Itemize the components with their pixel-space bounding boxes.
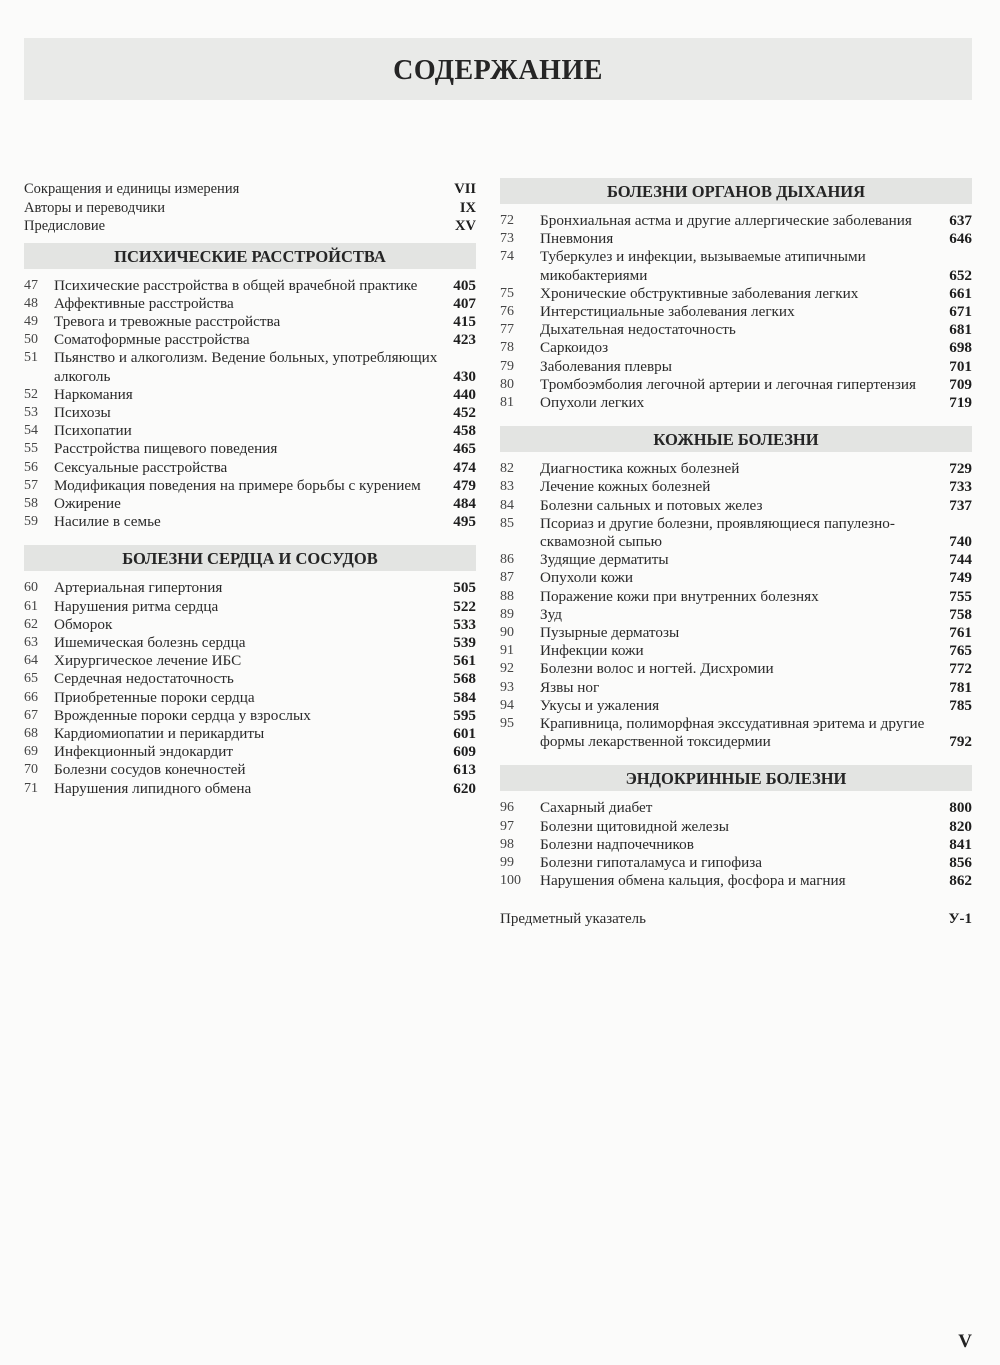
subject-index-item[interactable] [500, 911, 972, 928]
chapter-page: 761 [949, 624, 972, 642]
chapter-title: Кардиомиопатии и перикардиты [54, 724, 265, 742]
chapter-title: Болезни надпочечников [540, 835, 694, 853]
chapter-page: 620 [453, 779, 476, 797]
chapter-number: 92 [500, 661, 514, 677]
chapter-title: Укусы и ужаления [540, 696, 660, 714]
toc-entry[interactable] [500, 697, 972, 715]
chapter-number: 63 [24, 634, 38, 650]
toc-entry[interactable] [500, 321, 972, 339]
toc-entry[interactable] [500, 551, 972, 569]
chapter-page: 749 [949, 569, 972, 587]
toc-entry[interactable] [24, 295, 476, 313]
chapter-number: 88 [500, 588, 514, 604]
toc-entry[interactable] [24, 761, 476, 779]
chapter-page: 495 [453, 513, 476, 531]
chapter-title: Тревога и тревожные расстройства [54, 312, 281, 330]
toc-section [500, 765, 972, 890]
toc-entry[interactable] [24, 477, 476, 495]
toc-section [500, 178, 972, 412]
toc-entry[interactable] [24, 277, 476, 295]
section-heading: БОЛЕЗНИ ОРГАНОВ ДЫХАНИЯ [500, 178, 972, 204]
chapter-number: 86 [500, 552, 514, 568]
chapter-title: Пьянство и алкоголизм. Ведение больных, употребляющих алкоголь [54, 349, 438, 385]
chapter-page: 856 [949, 854, 972, 872]
chapter-title: Болезни щитовидной железы [540, 817, 729, 835]
chapter-page: 698 [949, 339, 972, 357]
chapter-title: Пневмония [540, 230, 614, 248]
chapter-title: Инфекционный эндокардит [54, 743, 234, 761]
toc-entry[interactable] [500, 588, 972, 606]
chapter-title: Крапивница, полиморфная экссудативная эритема и другие формы лекарственной токсидермии [540, 715, 925, 751]
chapter-page: 613 [453, 761, 476, 779]
chapter-page: 701 [949, 357, 972, 375]
chapter-title: Психопатии [54, 422, 132, 440]
chapter-number: 100 [500, 873, 521, 889]
chapter-title: Врожденные пороки сердца у взрослых [54, 706, 311, 724]
chapter-title: Насилие в семье [54, 513, 161, 531]
front-matter-title: Сокращения и единицы измерения [24, 181, 240, 197]
chapter-title: Дыхательная недостаточность [540, 321, 736, 339]
toc-entry[interactable] [24, 707, 476, 725]
chapter-title: Нарушения обмена кальция, фосфора и магния [540, 872, 846, 890]
chapter-number: 85 [500, 515, 514, 531]
chapter-title: Наркомания [54, 385, 133, 403]
chapter-title: Интерстициальные заболевания легких [540, 303, 795, 321]
chapter-title: Приобретенные пороки сердца [54, 688, 255, 706]
chapter-number: 50 [24, 332, 38, 348]
toc-entry[interactable] [24, 616, 476, 634]
chapter-number: 65 [24, 671, 38, 687]
toc-entry[interactable] [24, 634, 476, 652]
chapter-page: 765 [949, 642, 972, 660]
chapter-page: 458 [453, 422, 476, 440]
chapter-number: 68 [24, 725, 38, 741]
chapter-page: 719 [949, 394, 972, 412]
toc-entry[interactable] [24, 652, 476, 670]
chapter-page: 709 [949, 375, 972, 393]
chapter-title: Пузырные дерматозы [540, 624, 680, 642]
chapter-page: 452 [453, 403, 476, 421]
chapter-title: Зудящие дерматиты [540, 551, 669, 569]
chapter-number: 69 [24, 744, 38, 760]
chapter-number: 51 [24, 350, 38, 366]
chapter-number: 49 [24, 313, 38, 329]
section-heading: ПСИХИЧЕСКИЕ РАССТРОЙСТВА [24, 243, 476, 269]
chapter-title: Хирургическое лечение ИБС [54, 652, 242, 670]
front-matter-title: Предисловие [24, 218, 106, 234]
toc-entry[interactable] [500, 872, 972, 890]
chapter-title: Лечение кожных болезней [540, 478, 711, 496]
toc-section [500, 426, 972, 751]
toc-entry[interactable] [24, 313, 476, 331]
subject-index-page: У-1 [948, 910, 972, 927]
chapter-number: 53 [24, 404, 38, 420]
chapter-number: 48 [24, 295, 38, 311]
chapter-number: 67 [24, 707, 38, 723]
chapter-number: 54 [24, 423, 38, 439]
chapter-page: 522 [453, 597, 476, 615]
toc-entry[interactable] [24, 725, 476, 743]
chapter-page: 405 [453, 276, 476, 294]
front-matter-page: IX [459, 199, 476, 216]
chapter-page: 841 [949, 835, 972, 853]
toc-entry[interactable] [500, 478, 972, 496]
chapter-page: 595 [453, 706, 476, 724]
toc-entry[interactable] [500, 660, 972, 678]
chapter-page: 609 [453, 743, 476, 761]
chapter-title: Болезни сосудов конечностей [54, 761, 246, 779]
toc-entry[interactable] [24, 459, 476, 477]
toc-entry[interactable] [24, 386, 476, 404]
chapter-number: 66 [24, 689, 38, 705]
toc-entry[interactable] [500, 460, 972, 478]
front-matter-page: XV [455, 218, 476, 234]
chapter-title: Заболевания плевры [540, 357, 672, 375]
chapter-number: 72 [500, 213, 514, 228]
toc-entry[interactable] [24, 404, 476, 422]
chapter-page: 681 [949, 321, 972, 339]
toc-entry[interactable] [500, 212, 972, 230]
front-matter-item[interactable] [24, 217, 476, 236]
chapter-number: 91 [500, 643, 514, 659]
toc-entry[interactable] [500, 339, 972, 357]
left-sections [24, 243, 476, 798]
toc-entry[interactable] [500, 606, 972, 624]
chapter-page: 539 [453, 633, 476, 651]
toc-entry[interactable] [500, 497, 972, 515]
chapter-page: 737 [949, 496, 972, 514]
chapter-number: 80 [500, 376, 514, 392]
right-sections [500, 178, 972, 891]
chapter-number: 58 [24, 495, 38, 511]
chapter-number: 60 [24, 580, 38, 596]
chapter-title: Нарушения липидного обмена [54, 779, 252, 797]
front-matter-item[interactable] [24, 199, 476, 218]
chapter-number: 96 [500, 800, 514, 816]
chapter-number: 90 [500, 625, 514, 641]
chapter-number: 62 [24, 616, 38, 632]
toc-section [24, 545, 476, 797]
toc-entry[interactable] [24, 780, 476, 798]
chapter-page: 479 [453, 476, 476, 494]
chapter-title: Артериальная гипертония [54, 579, 223, 597]
chapter-title: Саркоидоз [540, 339, 609, 357]
chapter-number: 94 [500, 697, 514, 713]
chapter-page: 407 [453, 294, 476, 312]
chapter-page: 474 [453, 458, 476, 476]
chapter-number: 61 [24, 598, 38, 614]
chapter-number: 95 [500, 716, 514, 732]
chapter-number: 73 [500, 231, 514, 247]
chapter-page: 484 [453, 494, 476, 512]
chapter-title: Сердечная недостаточность [54, 670, 234, 688]
toc-entry[interactable] [24, 440, 476, 458]
chapter-title: Сексуальные расстройства [54, 458, 228, 476]
front-matter-page: VII [454, 181, 476, 197]
chapter-page: 744 [949, 551, 972, 569]
chapter-title: Расстройства пищевого поведения [54, 440, 278, 458]
chapter-number: 75 [500, 285, 514, 301]
section-heading: КОЖНЫЕ БОЛЕЗНИ [500, 426, 972, 452]
chapter-number: 84 [500, 497, 514, 513]
chapter-title: Обморок [54, 615, 113, 633]
toc-entry[interactable] [500, 285, 972, 303]
chapter-page: 568 [453, 670, 476, 688]
chapter-page: 561 [453, 652, 476, 670]
chapter-page: 733 [949, 478, 972, 496]
chapter-title: Психические расстройства в общей врачебной практике [54, 276, 418, 294]
toc-entry[interactable] [24, 689, 476, 707]
chapter-number: 89 [500, 606, 514, 622]
chapter-title: Аффективные расстройства [54, 294, 234, 312]
front-matter-title: Авторы и переводчики [24, 199, 166, 216]
toc-entry[interactable] [500, 799, 972, 817]
chapter-page: 781 [949, 678, 972, 696]
toc-entry[interactable] [500, 836, 972, 854]
toc-entry[interactable] [500, 854, 972, 872]
toc-entry[interactable] [24, 598, 476, 616]
chapter-title: Болезни волос и ногтей. Дисхромии [540, 660, 774, 678]
chapter-page: 423 [453, 331, 476, 349]
chapter-page: 862 [949, 872, 972, 890]
chapter-number: 83 [500, 479, 514, 495]
chapter-title: Соматоформные расстройства [54, 331, 250, 349]
chapter-page: 646 [949, 230, 972, 248]
chapter-title: Болезни гипоталамуса и гипофиза [540, 854, 762, 872]
chapter-page: 740 [949, 533, 972, 551]
chapter-page: 772 [949, 660, 972, 678]
section-heading: БОЛЕЗНИ СЕРДЦА И СОСУДОВ [24, 545, 476, 571]
right-column [500, 178, 972, 928]
toc-entry[interactable] [24, 349, 476, 385]
chapter-number: 55 [24, 441, 38, 457]
chapter-title: Нарушения ритма сердца [54, 597, 219, 615]
chapter-title: Болезни сальных и потовых желез [540, 496, 763, 514]
chapter-title: Сахарный диабет [540, 799, 653, 817]
chapter-page: 505 [453, 579, 476, 597]
toc-entry[interactable] [500, 248, 972, 284]
chapter-page: 755 [949, 587, 972, 605]
chapter-page: 652 [949, 266, 972, 284]
chapter-number: 64 [24, 653, 38, 669]
chapter-number: 59 [24, 514, 38, 530]
chapter-title: Инфекции кожи [540, 642, 644, 660]
chapter-number: 99 [500, 855, 514, 871]
toc-entry[interactable] [500, 818, 972, 836]
toc-entry[interactable] [500, 715, 972, 751]
chapter-title: Зуд [540, 605, 562, 623]
chapter-title: Модификация поведения на примере борьбы с курением [54, 476, 421, 494]
chapter-number: 81 [500, 395, 514, 411]
front-matter [24, 180, 476, 236]
chapter-number: 76 [500, 304, 514, 320]
toc-entry[interactable] [500, 303, 972, 321]
chapter-title: Хронические обструктивные заболевания легких [540, 284, 859, 302]
chapter-page: 415 [453, 312, 476, 330]
chapter-page: 792 [949, 733, 972, 751]
toc-section [24, 243, 476, 532]
toc-entry[interactable] [24, 670, 476, 688]
toc-entry[interactable] [24, 743, 476, 761]
toc-entry[interactable] [500, 230, 972, 248]
chapter-number: 97 [500, 818, 514, 834]
toc-entry[interactable] [24, 579, 476, 597]
page-folio: V [958, 1331, 972, 1352]
toc-entry[interactable] [500, 358, 972, 376]
chapter-page: 758 [949, 605, 972, 623]
chapter-title: Поражение кожи при внутренних болезнях [540, 587, 819, 605]
chapter-title: Туберкулез и инфекции, вызываемые атипичными микобактериями [540, 248, 866, 284]
chapter-number: 52 [24, 386, 38, 402]
title-bar [24, 38, 972, 100]
chapter-title: Псориаз и другие болезни, проявляющиеся папулезно-сквамозной сыпью [540, 514, 895, 551]
left-column [24, 180, 476, 812]
chapter-page: 533 [453, 615, 476, 633]
chapter-number: 93 [500, 679, 514, 695]
chapter-number: 74 [500, 249, 514, 265]
chapter-title: Опухоли легких [540, 394, 645, 412]
chapter-title: Диагностика кожных болезней [540, 460, 740, 478]
chapter-page: 661 [949, 284, 972, 302]
chapter-number: 71 [24, 780, 38, 796]
chapter-number: 82 [500, 461, 514, 477]
chapter-page: 820 [949, 817, 972, 835]
chapter-page: 430 [453, 367, 476, 385]
chapter-title: Язвы ног [540, 678, 600, 696]
chapter-number: 78 [500, 340, 514, 356]
chapter-title: Опухоли кожи [540, 569, 634, 587]
chapter-number: 77 [500, 322, 514, 338]
chapter-page: 601 [453, 724, 476, 742]
toc-entry[interactable] [24, 513, 476, 531]
chapter-page: 637 [949, 212, 972, 229]
chapter-number: 56 [24, 459, 38, 475]
chapter-number: 98 [500, 836, 514, 852]
chapter-title: Ишемическая болезнь сердца [54, 633, 246, 651]
subject-index-title: Предметный указатель [500, 910, 646, 927]
chapter-number: 79 [500, 358, 514, 374]
toc-entry[interactable] [500, 515, 972, 551]
section-heading: ЭНДОКРИННЫЕ БОЛЕЗНИ [500, 765, 972, 791]
chapter-page: 440 [453, 385, 476, 403]
toc-entry[interactable] [500, 624, 972, 642]
page-title: СОДЕРЖАНИЕ [393, 55, 603, 86]
chapter-page: 671 [949, 303, 972, 321]
toc-entry[interactable] [24, 422, 476, 440]
chapter-number: 47 [24, 277, 38, 293]
toc-entry[interactable] [500, 376, 972, 394]
toc-entry[interactable] [500, 569, 972, 587]
chapter-title: Бронхиальная астма и другие аллергические заболевания [540, 212, 912, 229]
chapter-page: 729 [949, 460, 972, 478]
front-matter-item[interactable] [24, 180, 476, 199]
chapter-number: 57 [24, 477, 38, 493]
toc-entry[interactable] [500, 679, 972, 697]
toc-entry[interactable] [500, 394, 972, 412]
toc-entry[interactable] [24, 331, 476, 349]
chapter-page: 800 [949, 799, 972, 817]
chapter-page: 584 [453, 688, 476, 706]
chapter-page: 465 [453, 440, 476, 458]
chapter-number: 70 [24, 762, 38, 778]
toc-entry[interactable] [24, 495, 476, 513]
chapter-page: 785 [949, 696, 972, 714]
chapter-title: Ожирение [54, 494, 121, 512]
toc-entry[interactable] [500, 642, 972, 660]
chapter-title: Тромбоэмболия легочной артерии и легочная гипертензия [540, 375, 916, 393]
chapter-number: 87 [500, 570, 514, 586]
chapter-title: Психозы [54, 403, 111, 421]
